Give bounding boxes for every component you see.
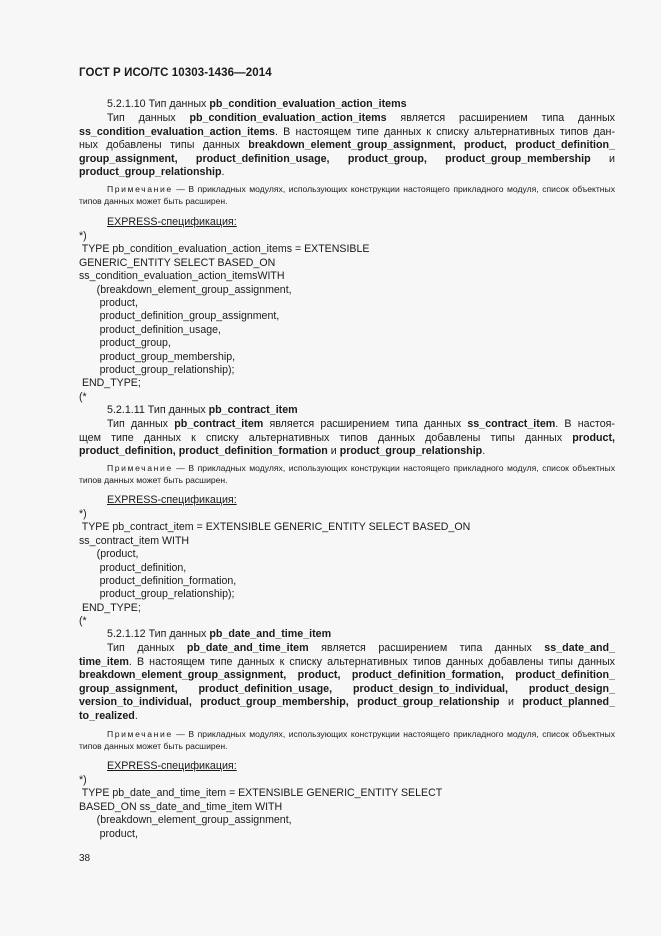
section-paragraph-5-2-1-11: Тип данных pb_contract_item является расширением типа данных ss_contract_item. В настоя- щем типе данных к списку альтернативных типов данных добавлены типы данных product, product_definition, product_definition_formation и product_group_relationship. — [79, 418, 615, 458]
express-code-5-2-1-10: *) TYPE pb_condition_evaluation_action_items = EXTENSIBLE GENERIC_ENTITY SELECT BASED_ON ss_condition_evaluation_action_itemsWITH (breakdown_element_group_assignment, product, product_definition_group_assignment, product_definition_usage, product_group, product_group_membership, product_group_relationship); END_TYPE; (* — [79, 230, 370, 403]
express-label-5-2-1-12: EXPRESS-спецификация: — [107, 760, 237, 772]
section-paragraph-5-2-1-12: Тип данных pb_date_and_time_item является расширением типа данных ss_date_and_ time_item. В настоящем типе данных к списку альтернативных типов данных добавлены типы данных breakdown_element_group_assignment, product, product_definition_formation, product_definition_ group_assignment, product_definition_usage, product_design_to_individual, product_design_ version_to_individual, product_group_membership, product_group_relationship и product_planned_ to_realized. — [79, 642, 615, 722]
page-number: 38 — [79, 853, 91, 864]
note-5-2-1-11: Примечание — В прикладных модулях, использующих конструкции настоящего прикладного модуля, список объектных типов данных может быть расширен. — [79, 463, 615, 486]
note-5-2-1-10: Примечание — В прикладных модулях, использующих конструкции настоящего прикладного модуля, список объектных типов данных может быть расширен. — [79, 184, 615, 207]
section-heading-5-2-1-12: 5.2.1.12 Тип данных pb_date_and_time_item — [107, 628, 332, 640]
express-label-5-2-1-10: EXPRESS-спецификация: — [107, 216, 237, 228]
express-code-5-2-1-12: *) TYPE pb_date_and_time_item = EXTENSIBLE GENERIC_ENTITY SELECT BASED_ON ss_date_and_time_item WITH (breakdown_element_group_assignment, product, — [79, 774, 443, 840]
note-5-2-1-12: Примечание — В прикладных модулях, использующих конструкции настоящего прикладного модуля, список объектных типов данных может быть расширен. — [79, 729, 615, 752]
standard-header: ГОСТ Р ИСО/ТС 10303-1436—2014 — [79, 67, 272, 79]
section-heading-5-2-1-10: 5.2.1.10 Тип данных pb_condition_evaluation_action_items — [107, 98, 407, 110]
section-heading-5-2-1-11: 5.2.1.11 Тип данных pb_contract_item — [107, 404, 298, 416]
section-paragraph-5-2-1-10: Тип данных pb_condition_evaluation_action_items является расширением типа данных ss_condition_evaluation_action_items. В настоящем типе данных к списку альтернативных типов дан- ных добавлены типы данных breakdown_element_group_assignment, product, product_definition_ group_assignment, product_definition_usage, product_group, product_group_membership и product_group_relationship. — [79, 112, 615, 179]
express-label-5-2-1-11: EXPRESS-спецификация: — [107, 494, 237, 506]
express-code-5-2-1-11: *) TYPE pb_contract_item = EXTENSIBLE GENERIC_ENTITY SELECT BASED_ON ss_contract_item WITH (product, product_definition, product_definition_formation, product_group_relationship); END_TYPE; (* — [79, 508, 471, 628]
